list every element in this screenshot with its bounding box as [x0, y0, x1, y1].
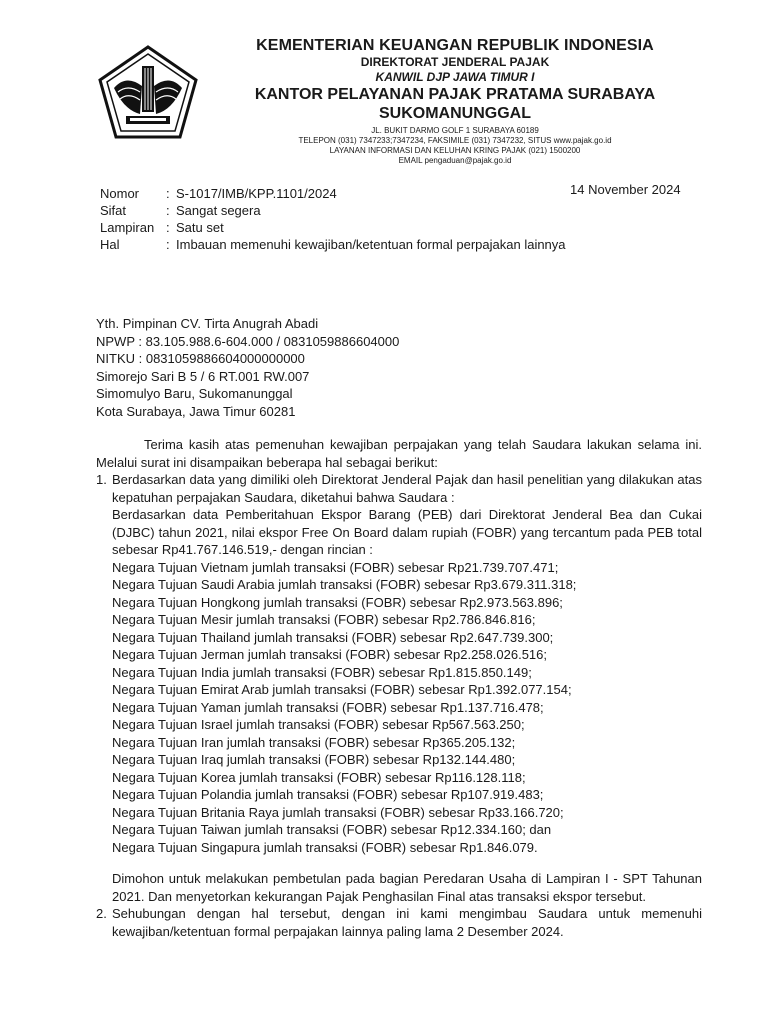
country-transaction-line: Negara Tujuan Jerman jumlah transaksi (FOBR) sebesar Rp2.258.026.516; [112, 647, 547, 662]
item-number: 2. [96, 906, 107, 921]
country-transaction-line: Negara Tujuan Hongkong jumlah transaksi (FOBR) sebesar Rp2.973.563.896; [112, 594, 563, 610]
letterhead-regional-office: KANWIL DJP JAWA TIMUR I [375, 70, 535, 84]
meta-key: Lampiran [100, 220, 155, 235]
country-transaction-line: Negara Tujuan Thailand jumlah transaksi (FOBR) sebesar Rp2.647.739.300; [112, 629, 554, 645]
letter-body [96, 436, 702, 940]
letterhead [218, 36, 692, 166]
meta-colon: : [166, 203, 170, 218]
letterhead-email: EMAIL pengaduan@pajak.go.id [398, 156, 512, 165]
meta-key: Sifat [100, 203, 127, 218]
item1-detail: Berdasarkan data Pemberitahuan Ekspor Barang (PEB) dari Direktorat Jenderal Bea dan Cukai (DJBC) tahun 2021, nilai ekspor Free On Board dalam rupiah (FOBR) yang tercantum pada PEB total sebesar Rp41.767.146.519,- dengan rincian : [112, 507, 702, 557]
recipient-nitku: NITKU : 0831059886604000000000 [96, 351, 305, 367]
letter-meta [100, 185, 576, 253]
letterhead-ministry: KEMENTERIAN KEUANGAN REPUBLIK INDONESIA [256, 37, 654, 54]
letterhead-address: JL. BUKIT DARMO GOLF 1 SURABAYA 60189 [371, 126, 539, 135]
country-transaction-line: Negara Tujuan Iraq jumlah transaksi (FOBR) sebesar Rp132.144.480; [112, 752, 516, 767]
recipient-name: Yth. Pimpinan CV. Tirta Anugrah Abadi [96, 316, 319, 331]
country-transaction-line: Negara Tujuan Mesir jumlah transaksi (FOBR) sebesar Rp2.786.846.816; [112, 612, 536, 627]
item1-text: Berdasarkan data yang dimiliki oleh Direktorat Jenderal Pajak dan hasil penelitian yang dilakukan atas kepatuhan perpajakan Saudara, diketahui bahwa Saudara : [112, 472, 702, 505]
country-transaction-line: Negara Tujuan Vietnam jumlah transaksi (FOBR) sebesar Rp21.739.707.471; [112, 559, 559, 575]
item-number: 1. [96, 472, 107, 487]
ministry-of-finance-emblem-icon [96, 44, 200, 140]
letterhead-phone: TELEPON (031) 7347233;7347234, FAKSIMILE (031) 7347232, SITUS www.pajak.go.id [298, 136, 612, 145]
country-transaction-line: Negara Tujuan Korea jumlah transaksi (FOBR) sebesar Rp116.128.118; [112, 769, 526, 785]
recipient-city: Kota Surabaya, Jawa Timur 60281 [96, 403, 296, 419]
item2-text: Sehubungan dengan hal tersebut, dengan ini kami mengimbau Saudara untuk memenuhi kewajiban/ketentuan formal perpajakan lainnya paling lama 2 Desember 2024. [112, 906, 702, 939]
recipient-district: Simomulyo Baru, Sukomanunggal [96, 386, 293, 402]
country-transaction-line: Negara Tujuan Emirat Arab jumlah transaksi (FOBR) sebesar Rp1.392.077.154; [112, 682, 572, 697]
recipient-npwp: NPWP : 83.105.988.6-604.000 / 0831059886604000 [96, 333, 400, 349]
country-transaction-line: Negara Tujuan Yaman jumlah transaksi (FOBR) sebesar Rp1.137.716.478; [112, 699, 544, 715]
meta-key: Nomor [100, 186, 140, 201]
meta-row-number [100, 185, 576, 202]
numbered-item-2 [96, 905, 702, 940]
meta-colon: : [166, 237, 170, 252]
meta-colon: : [166, 186, 170, 201]
letter-date: 14 November 2024 [570, 182, 681, 197]
letterhead-tax-office: KANTOR PELAYANAN PAJAK PRATAMA SURABAYA [254, 86, 656, 103]
meta-row-attachment [100, 219, 576, 236]
correction-request: Dimohon untuk melakukan pembetulan pada bagian Peredaran Usaha di Lampiran I - SPT Tahunan 2021. Dan menyetorkan kekurangan Pajak Penghasilan Final atas transaksi ekspor tersebut. [112, 871, 702, 904]
meta-value: Sangat segera [176, 203, 261, 218]
recipient-street: Simorejo Sari B 5 / 6 RT.001 RW.007 [96, 368, 310, 384]
recipient-block [96, 315, 399, 421]
country-transaction-line: Negara Tujuan Israel jumlah transaksi (FOBR) sebesar Rp567.563.250; [112, 717, 525, 732]
meta-colon: : [166, 220, 170, 235]
meta-value: S-1017/IMB/KPP.1101/2024 [176, 186, 337, 201]
meta-row-subject [100, 236, 576, 253]
intro-paragraph: Terima kasih atas pemenuhan kewajiban perpajakan yang telah Saudara lakukan selama ini. Melalui surat ini disampaikan beberapa hal sebagai berikut: [96, 437, 702, 470]
country-transaction-line: Negara Tujuan Britania Raya jumlah transaksi (FOBR) sebesar Rp33.166.720; [112, 804, 564, 820]
meta-value: Imbauan memenuhi kewajiban/ketentuan formal perpajakan lainnya [176, 237, 566, 252]
country-list [112, 559, 702, 857]
meta-value: Satu set [176, 220, 224, 235]
letterhead-tax-office-location: SUKOMANUNGGAL [379, 105, 531, 122]
meta-key: Hal [100, 237, 120, 252]
country-transaction-line: Negara Tujuan Saudi Arabia jumlah transaksi (FOBR) sebesar Rp3.679.311.318; [112, 577, 577, 592]
letterhead-directorate: DIREKTORAT JENDERAL PAJAK [360, 55, 550, 69]
letterhead-info: LAYANAN INFORMASI DAN KELUHAN KRING PAJAK (021) 1500200 [329, 146, 581, 155]
numbered-item-1 [96, 471, 702, 905]
country-transaction-line: Negara Tujuan India jumlah transaksi (FOBR) sebesar Rp1.815.850.149; [112, 664, 532, 680]
country-transaction-line: Negara Tujuan Taiwan jumlah transaksi (FOBR) sebesar Rp12.334.160; dan [112, 822, 552, 837]
meta-row-nature [100, 202, 576, 219]
country-transaction-line: Negara Tujuan Polandia jumlah transaksi (FOBR) sebesar Rp107.919.483; [112, 787, 544, 802]
country-transaction-line: Negara Tujuan Singapura jumlah transaksi (FOBR) sebesar Rp1.846.079. [112, 839, 538, 855]
country-transaction-line: Negara Tujuan Iran jumlah transaksi (FOBR) sebesar Rp365.205.132; [112, 734, 516, 750]
